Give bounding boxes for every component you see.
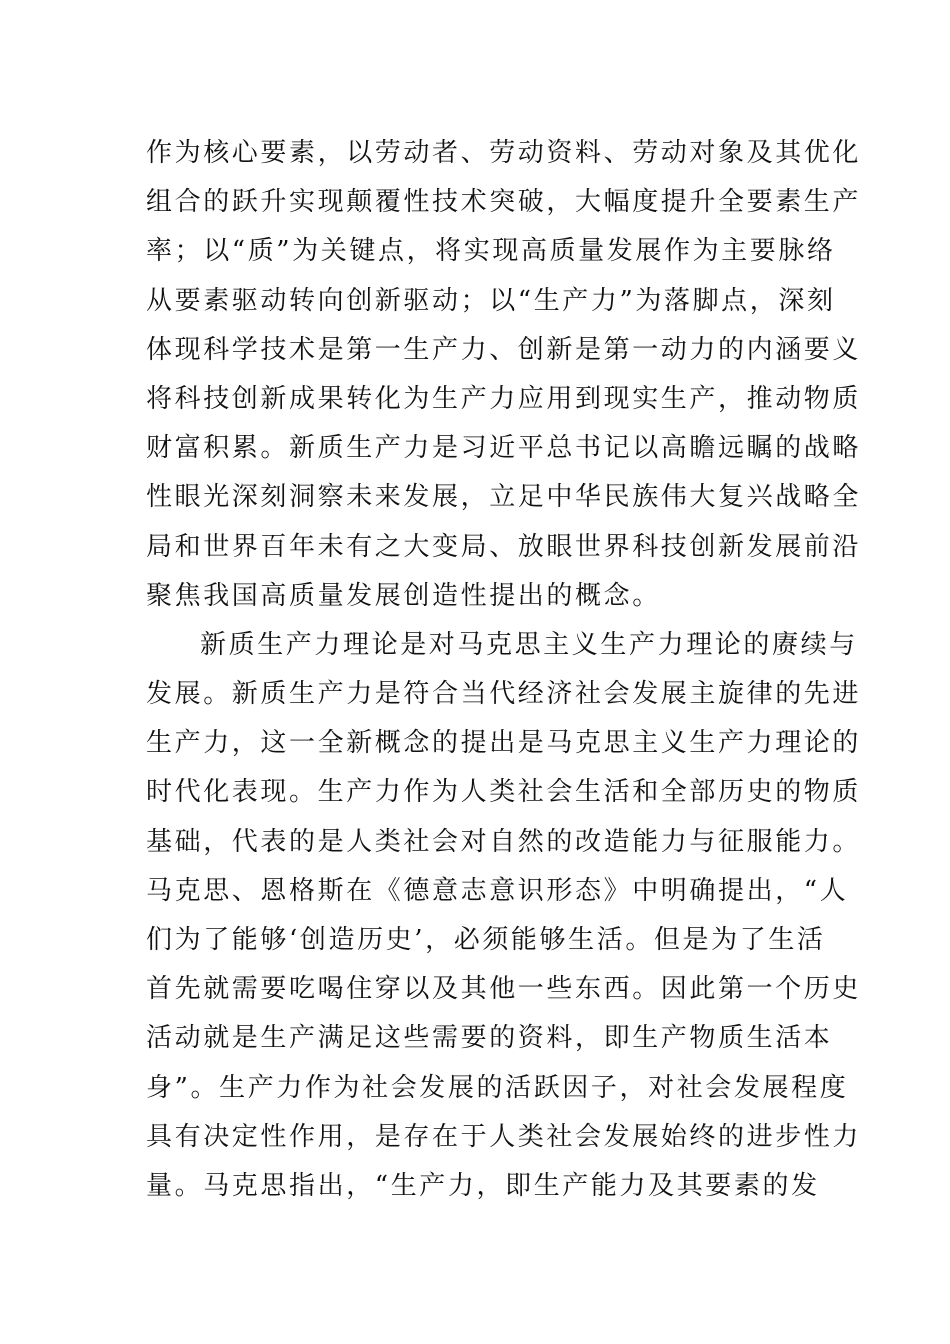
text-line: 聚焦我国高质量发展创造性提出的概念。 — [146, 580, 661, 611]
text-line: 组合的跃升实现颠覆性技术突破，大幅度提升全要素生产 — [146, 187, 862, 218]
text-line: 活动就是生产满足这些需要的资料，即生产物质生活本 — [146, 1023, 833, 1054]
paragraph-start-line: 新质生产力理论是对马克思主义生产力理论的赓续与 — [200, 629, 858, 660]
text-line: 马克思、恩格斯在《德意志意识形态》中明确提出，“人 — [146, 875, 849, 906]
text-line: 基础，代表的是人类社会对自然的改造能力与征服能力。 — [146, 826, 862, 857]
text-line: 首先就需要吃喝住穿以及其他一些东西。因此第一个历史 — [146, 974, 862, 1005]
text-line: 将科技创新成果转化为生产力应用到现实生产，推动物质 — [146, 383, 862, 414]
text-line: 体现科学技术是第一生产力、创新是第一动力的内涵要义 — [146, 334, 862, 365]
text-line: 时代化表现。生产力作为人类社会生活和全部历史的物质 — [146, 777, 862, 808]
text-line: 财富积累。新质生产力是习近平总书记以高瞻远瞩的战略 — [146, 433, 862, 464]
text-line: 量。马克思指出，“生产力，即生产能力及其要素的发 — [146, 1170, 820, 1201]
text-line: 从要素驱动转向创新驱动；以“生产力”为落脚点，深刻 — [146, 285, 836, 316]
body-text — [146, 129, 862, 1211]
text-line: 们为了能够‘创造历史’，必须能够生活。但是为了生活 — [146, 925, 826, 955]
text-line: 生产力，这一全新概念的提出是马克思主义生产力理论的 — [146, 728, 862, 759]
text-line: 具有决定性作用，是存在于人类社会发展始终的进步性力 — [146, 1121, 862, 1152]
text-line: 率；以“质”为关键点，将实现高质量发展作为主要脉络 — [146, 236, 836, 267]
text-line: 局和世界百年未有之大变局、放眼世界科技创新发展前沿 — [146, 531, 862, 562]
text-line: 发展。新质生产力是符合当代经济社会发展主旋律的先进 — [146, 679, 862, 710]
text-line: 身”。生产力作为社会发展的活跃因子，对社会发展程度 — [146, 1072, 849, 1103]
text-line: 作为核心要素，以劳动者、劳动资料、劳动对象及其优化 — [146, 138, 862, 168]
text-line: 性眼光深刻洞察未来发展，立足中华民族伟大复兴战略全 — [146, 482, 862, 513]
